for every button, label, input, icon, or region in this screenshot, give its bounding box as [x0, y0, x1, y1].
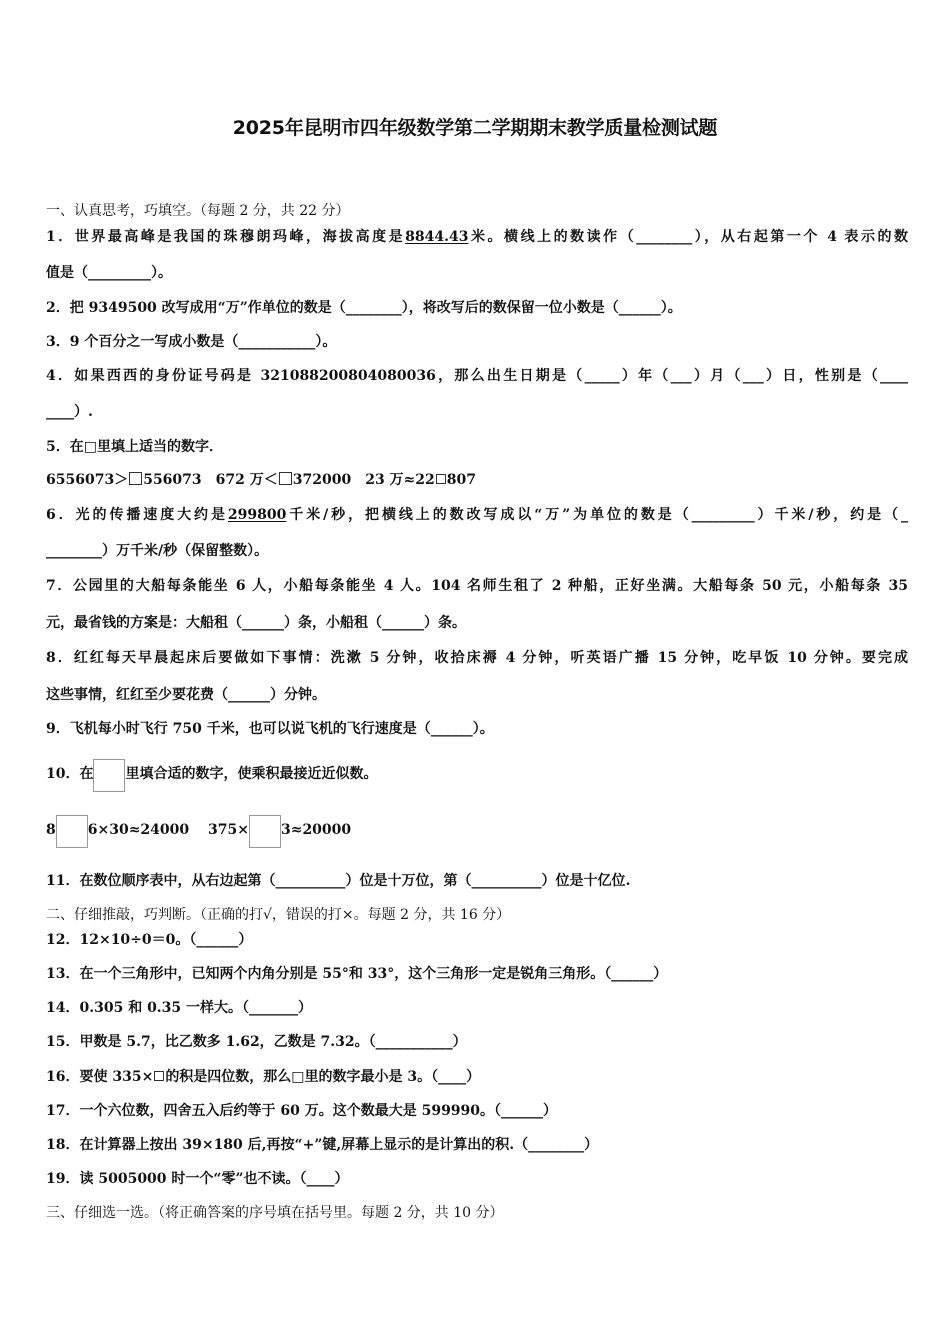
question-8-line-2: 这些事情，红红至少要花费（______）分钟。 — [46, 687, 326, 703]
question-13: 13．在一个三角形中，已知两个内角分别是 55°和 33°，这个三角形一定是锐角三角形。（______） — [46, 966, 668, 982]
q1-text-a: 1．世界最高峰是我国的珠穆朗玛峰，海拔高度是 — [46, 229, 406, 245]
q16-text-b: 的积是四位数，那么□里的数字最小是 3。（____） — [165, 1069, 481, 1085]
q10-text-a: 10．在 — [46, 766, 94, 782]
question-14: 14．0.305 和 0.35 一样大。（_______） — [46, 1000, 313, 1016]
answer-box[interactable] — [436, 474, 446, 484]
answer-box[interactable] — [279, 472, 292, 485]
question-1-line-1 — [46, 227, 908, 247]
question-15: 15．甲数是 5.7，比乙数多 1.62，乙数是 7.32。（___________） — [46, 1034, 467, 1050]
q10-item-2: 6×30≈24000 375× — [87, 822, 249, 838]
question-19: 19．读 5005000 时一个“零”也不读。（____） — [46, 1171, 349, 1187]
question-17: 17．一个六位数，四舍五入后约等于 60 万。这个数最大是 599990。（______） — [46, 1103, 558, 1119]
q5-item-4: 807 — [446, 472, 477, 488]
question-4-line-2: ____）. — [46, 404, 93, 420]
question-5-prompt: 5．在□里填上适当的数字． — [46, 439, 223, 455]
question-4-line-1: 4．如果西西的身份证号码是 321088200804080036，那么出生日期是（_____）年（___）月（___）日，性别是（____ — [46, 368, 908, 384]
section-2-heading: 二、仔细推敲，巧判断。（正确的打√，错误的打×。每题 2 分，共 16 分） — [46, 907, 511, 923]
question-6-line-1 — [46, 505, 908, 525]
answer-box[interactable] — [249, 815, 281, 848]
page-title: 2025年昆明市四年级数学第二学期期末教学质量检测试题 — [232, 117, 718, 139]
question-9: 9．飞机每小时飞行 750 千米，也可以说飞机的飞行速度是（______）。 — [46, 721, 494, 737]
question-10-prompt — [46, 756, 908, 792]
question-16 — [46, 1067, 908, 1087]
q10-text-b: 里填合适的数字，使乘积最接近近似数。 — [125, 766, 378, 782]
question-1-line-2: 值是（_________）。 — [46, 265, 172, 281]
q5-item-2: 556073 672 万＜ — [143, 472, 278, 488]
question-2: 2．把 9349500 改写成用“万”作单位的数是（________），将改写后的数保留一位小数是（______）。 — [46, 300, 682, 316]
q6-text-a: 6．光的传播速度大约是 — [46, 507, 228, 523]
q16-text-a: 16．要使 335× — [46, 1069, 154, 1085]
question-10-items — [46, 812, 908, 848]
question-12: 12．12×10÷0＝0。（______） — [46, 932, 253, 948]
q5-item-1: 6556073＞ — [46, 472, 129, 488]
q6-text-b: 千米/秒，把横线上的数改写成以“万”为单位的数是（_________）千米/秒，约是（_ — [286, 507, 908, 523]
q5-item-3: 372000 23 万≈22 — [292, 472, 435, 488]
question-8-line-1: 8．红红每天早晨起床后要做如下事情：洗漱 5 分钟，收拾床褥 4 分钟，听英语广播 15 分钟，吃早饭 10 分钟。要完成 — [46, 650, 908, 666]
section-1-heading: 一、认真思考，巧填空。（每题 2 分，共 22 分） — [46, 203, 350, 219]
q10-item-3: 3≈20000 — [280, 822, 352, 838]
question-6-line-2: ________）万千米/秒（保留整数）。 — [46, 543, 269, 559]
q1-text-b: 米。横线上的数读作（________），从右起第一个 4 表示的数 — [468, 229, 908, 245]
answer-box[interactable] — [93, 759, 125, 792]
answer-box[interactable] — [129, 472, 142, 485]
question-7-line-2: 元，最省钱的方案是：大船租（______）条，小船租（______）条。 — [46, 615, 466, 631]
question-18: 18．在计算器上按出 39×180 后,再按“+”键,屏幕上显示的是计算出的积.（________） — [46, 1137, 599, 1153]
question-11: 11．在数位顺序表中，从右边起第（__________）位是十万位，第（__________）位是十亿位. — [46, 873, 631, 889]
q1-underlined-number: 8844.43 — [405, 229, 469, 245]
answer-box[interactable] — [56, 815, 88, 848]
question-5-items — [46, 470, 908, 490]
q6-underlined-number: 299800 — [227, 507, 287, 523]
question-3: 3．9 个百分之一写成小数是（___________）。 — [46, 334, 337, 350]
section-3-heading: 三、仔细选一选。（将正确答案的序号填在括号里。每题 2 分，共 10 分） — [46, 1205, 504, 1221]
question-7-line-1: 7．公园里的大船每条能坐 6 人，小船每条能坐 4 人。104 名师生租了 2 种船，正好坐满。大船每条 50 元，小船每条 35 — [46, 578, 908, 594]
answer-box[interactable] — [154, 1071, 164, 1081]
q10-item-1: 8 — [46, 822, 56, 838]
